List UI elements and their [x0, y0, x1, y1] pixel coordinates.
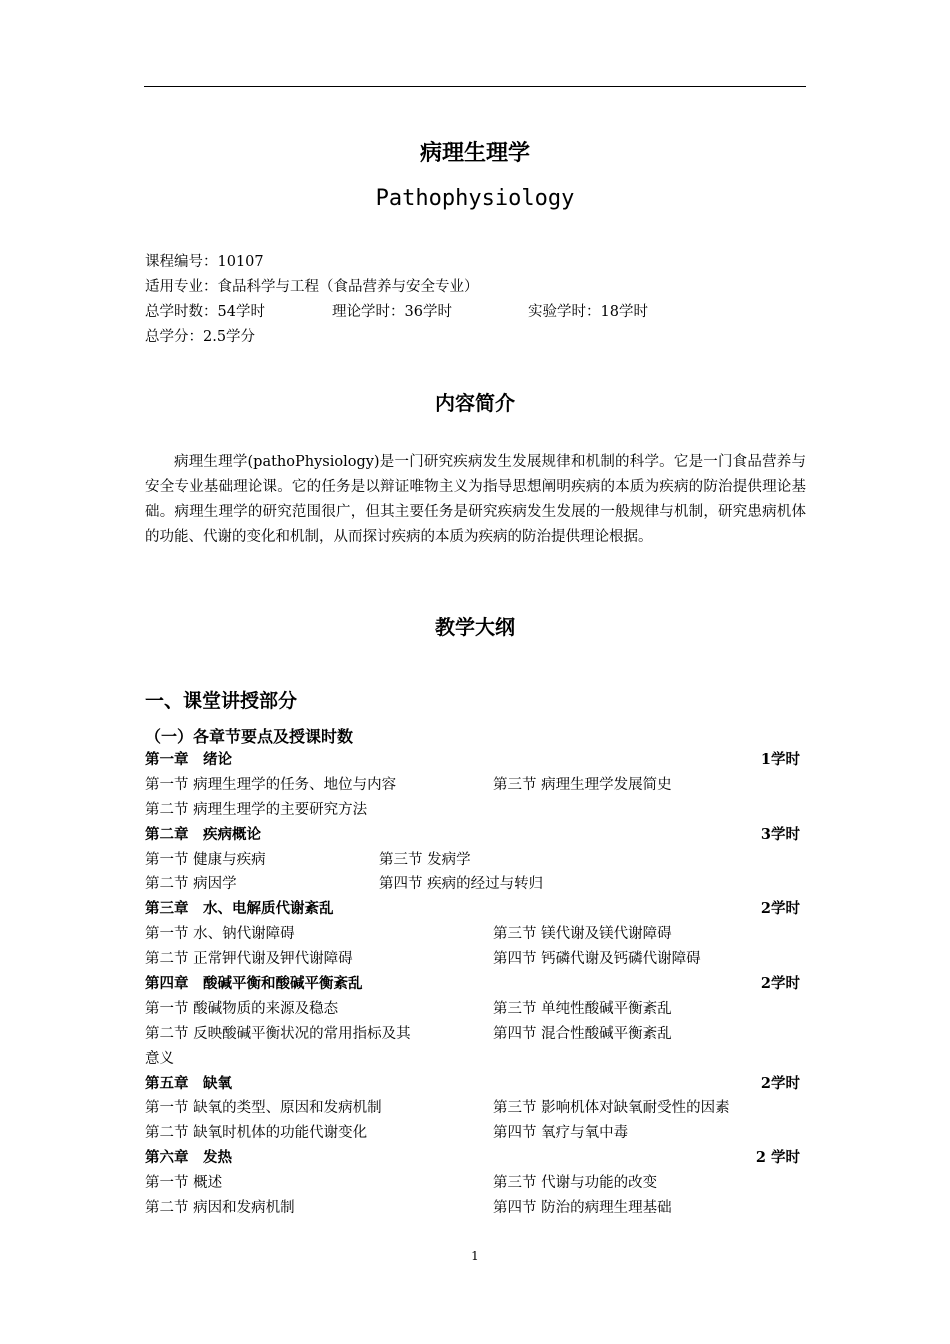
- section-item: 第四节 氧疗与氧中毒: [493, 1125, 629, 1142]
- section-row: [145, 1121, 806, 1146]
- section-item: 第三节 单纯性酸碱平衡紊乱: [493, 1000, 672, 1017]
- theory-hours: 理论学时：36学时: [332, 304, 452, 320]
- section-row: [145, 872, 806, 897]
- chapter-row: [145, 823, 806, 848]
- course-title-cn: 病理生理学: [419, 140, 530, 166]
- section-row: [145, 773, 806, 798]
- section-row: [145, 1022, 806, 1047]
- section-item: 第一节 酸碱物质的来源及稳态: [145, 1000, 339, 1017]
- chapter-hours: 2学时: [760, 975, 800, 993]
- section-item: 第三节 代谢与功能的改变: [493, 1175, 658, 1192]
- section-item: 第一节 病理生理学的任务、地位与内容: [145, 776, 397, 793]
- subsection-heading: （一）各章节要点及授课时数: [145, 727, 354, 746]
- header-rule: [144, 86, 806, 87]
- section-item: 第二节 病因学: [145, 876, 237, 893]
- section-row: [145, 947, 806, 972]
- section-item: 第二节 正常钾代谢及钾代谢障碍: [145, 951, 353, 968]
- chapter-hours: 1学时: [760, 751, 800, 768]
- section-item: 第三节 影响机体对缺氧耐受性的因素: [493, 1100, 730, 1117]
- section-row: [145, 997, 806, 1022]
- section-item: 第四节 钙磷代谢及钙磷代谢障碍: [493, 951, 701, 968]
- course-title-en: Pathophysiology: [375, 186, 575, 211]
- section-item: 第三节 镁代谢及镁代谢障碍: [493, 926, 672, 943]
- section-item: 第一节 健康与疾病: [145, 851, 266, 868]
- section-heading: 一、课堂讲授部分: [145, 690, 298, 712]
- section-item: 第二节 缺氧时机体的功能代谢变化: [145, 1125, 368, 1142]
- syllabus-heading: 教学大纲: [435, 615, 515, 639]
- chapter-row: [145, 972, 806, 997]
- chapter-row: [145, 1146, 806, 1171]
- total-hours: 总学时数：54学时: [145, 304, 265, 320]
- intro-heading: 内容简介: [435, 391, 515, 415]
- total-credits: 总学分：2.5学分: [145, 329, 256, 345]
- chapter-title: 第二章 疾病概论: [145, 825, 261, 843]
- chapter-title: 第五章 缺氧: [145, 1074, 232, 1092]
- lab-hours: 实验学时：18学时: [528, 304, 648, 320]
- chapter-title: 第四章 酸碱平衡和酸碱平衡紊乱: [145, 975, 363, 993]
- section-item: 第四节 防治的病理生理基础: [493, 1200, 672, 1217]
- section-item: 第一节 水、钠代谢障碍: [145, 926, 295, 943]
- chapter-hours: 2 学时: [755, 1149, 800, 1167]
- section-item: 第二节 反映酸碱平衡状况的常用指标及其: [145, 1025, 411, 1042]
- section-item: 第四节 疾病的经过与转归: [379, 876, 544, 893]
- section-row: [145, 848, 806, 873]
- chapter-title: 第一章 绪论: [145, 751, 232, 768]
- page-number: 1: [471, 1249, 479, 1263]
- section-row: [145, 1047, 806, 1072]
- chapter-hours: 2学时: [760, 1074, 800, 1092]
- chapter-list: [145, 748, 806, 1221]
- section-item: 第二节 病理生理学的主要研究方法: [145, 801, 368, 818]
- section-item: 第一节 概述: [145, 1175, 223, 1192]
- intro-paragraph: 病理生理学(pathoPhysiology)是一门研究疾病发生发展规律和机制的科学。它是一门食品营养与安全专业基础理论课。它的任务是以辩证唯物主义为指导思想阐明疾病的本质为疾病的防治提供理论基础。病理生理学的研究范围很广，但其主要任务是研究疾病发生发展的一般规律与机制，研究患病机体的功能、代谢的变化和机制，从而探讨疾病的本质为疾病的防治提供理论根据。: [145, 454, 806, 545]
- section-row: [145, 1196, 806, 1221]
- section-item: 第四节 混合性酸碱平衡紊乱: [493, 1025, 672, 1042]
- section-row: [145, 798, 806, 823]
- chapter-row: [145, 1072, 806, 1097]
- section-row: [145, 1096, 806, 1121]
- chapter-row: [145, 748, 806, 773]
- section-row: [145, 922, 806, 947]
- course-code: 课程编号：10107: [145, 254, 264, 270]
- chapter-title: 第三章 水、电解质代谢紊乱: [145, 900, 334, 918]
- section-item: 意义: [145, 1050, 174, 1067]
- chapter-row: [145, 897, 806, 922]
- section-item: 第二节 病因和发病机制: [145, 1200, 295, 1217]
- applicable-major: 适用专业：食品科学与工程（食品营养与安全专业）: [145, 279, 479, 295]
- chapter-hours: 3学时: [760, 825, 800, 843]
- section-item: 第三节 发病学: [379, 851, 471, 868]
- chapter-title: 第六章 发热: [145, 1149, 232, 1167]
- section-row: [145, 1171, 806, 1196]
- section-item: 第一节 缺氧的类型、原因和发病机制: [145, 1100, 382, 1117]
- course-meta: [145, 250, 806, 350]
- section-item: 第三节 病理生理学发展简史: [493, 776, 672, 793]
- chapter-hours: 2学时: [760, 900, 800, 918]
